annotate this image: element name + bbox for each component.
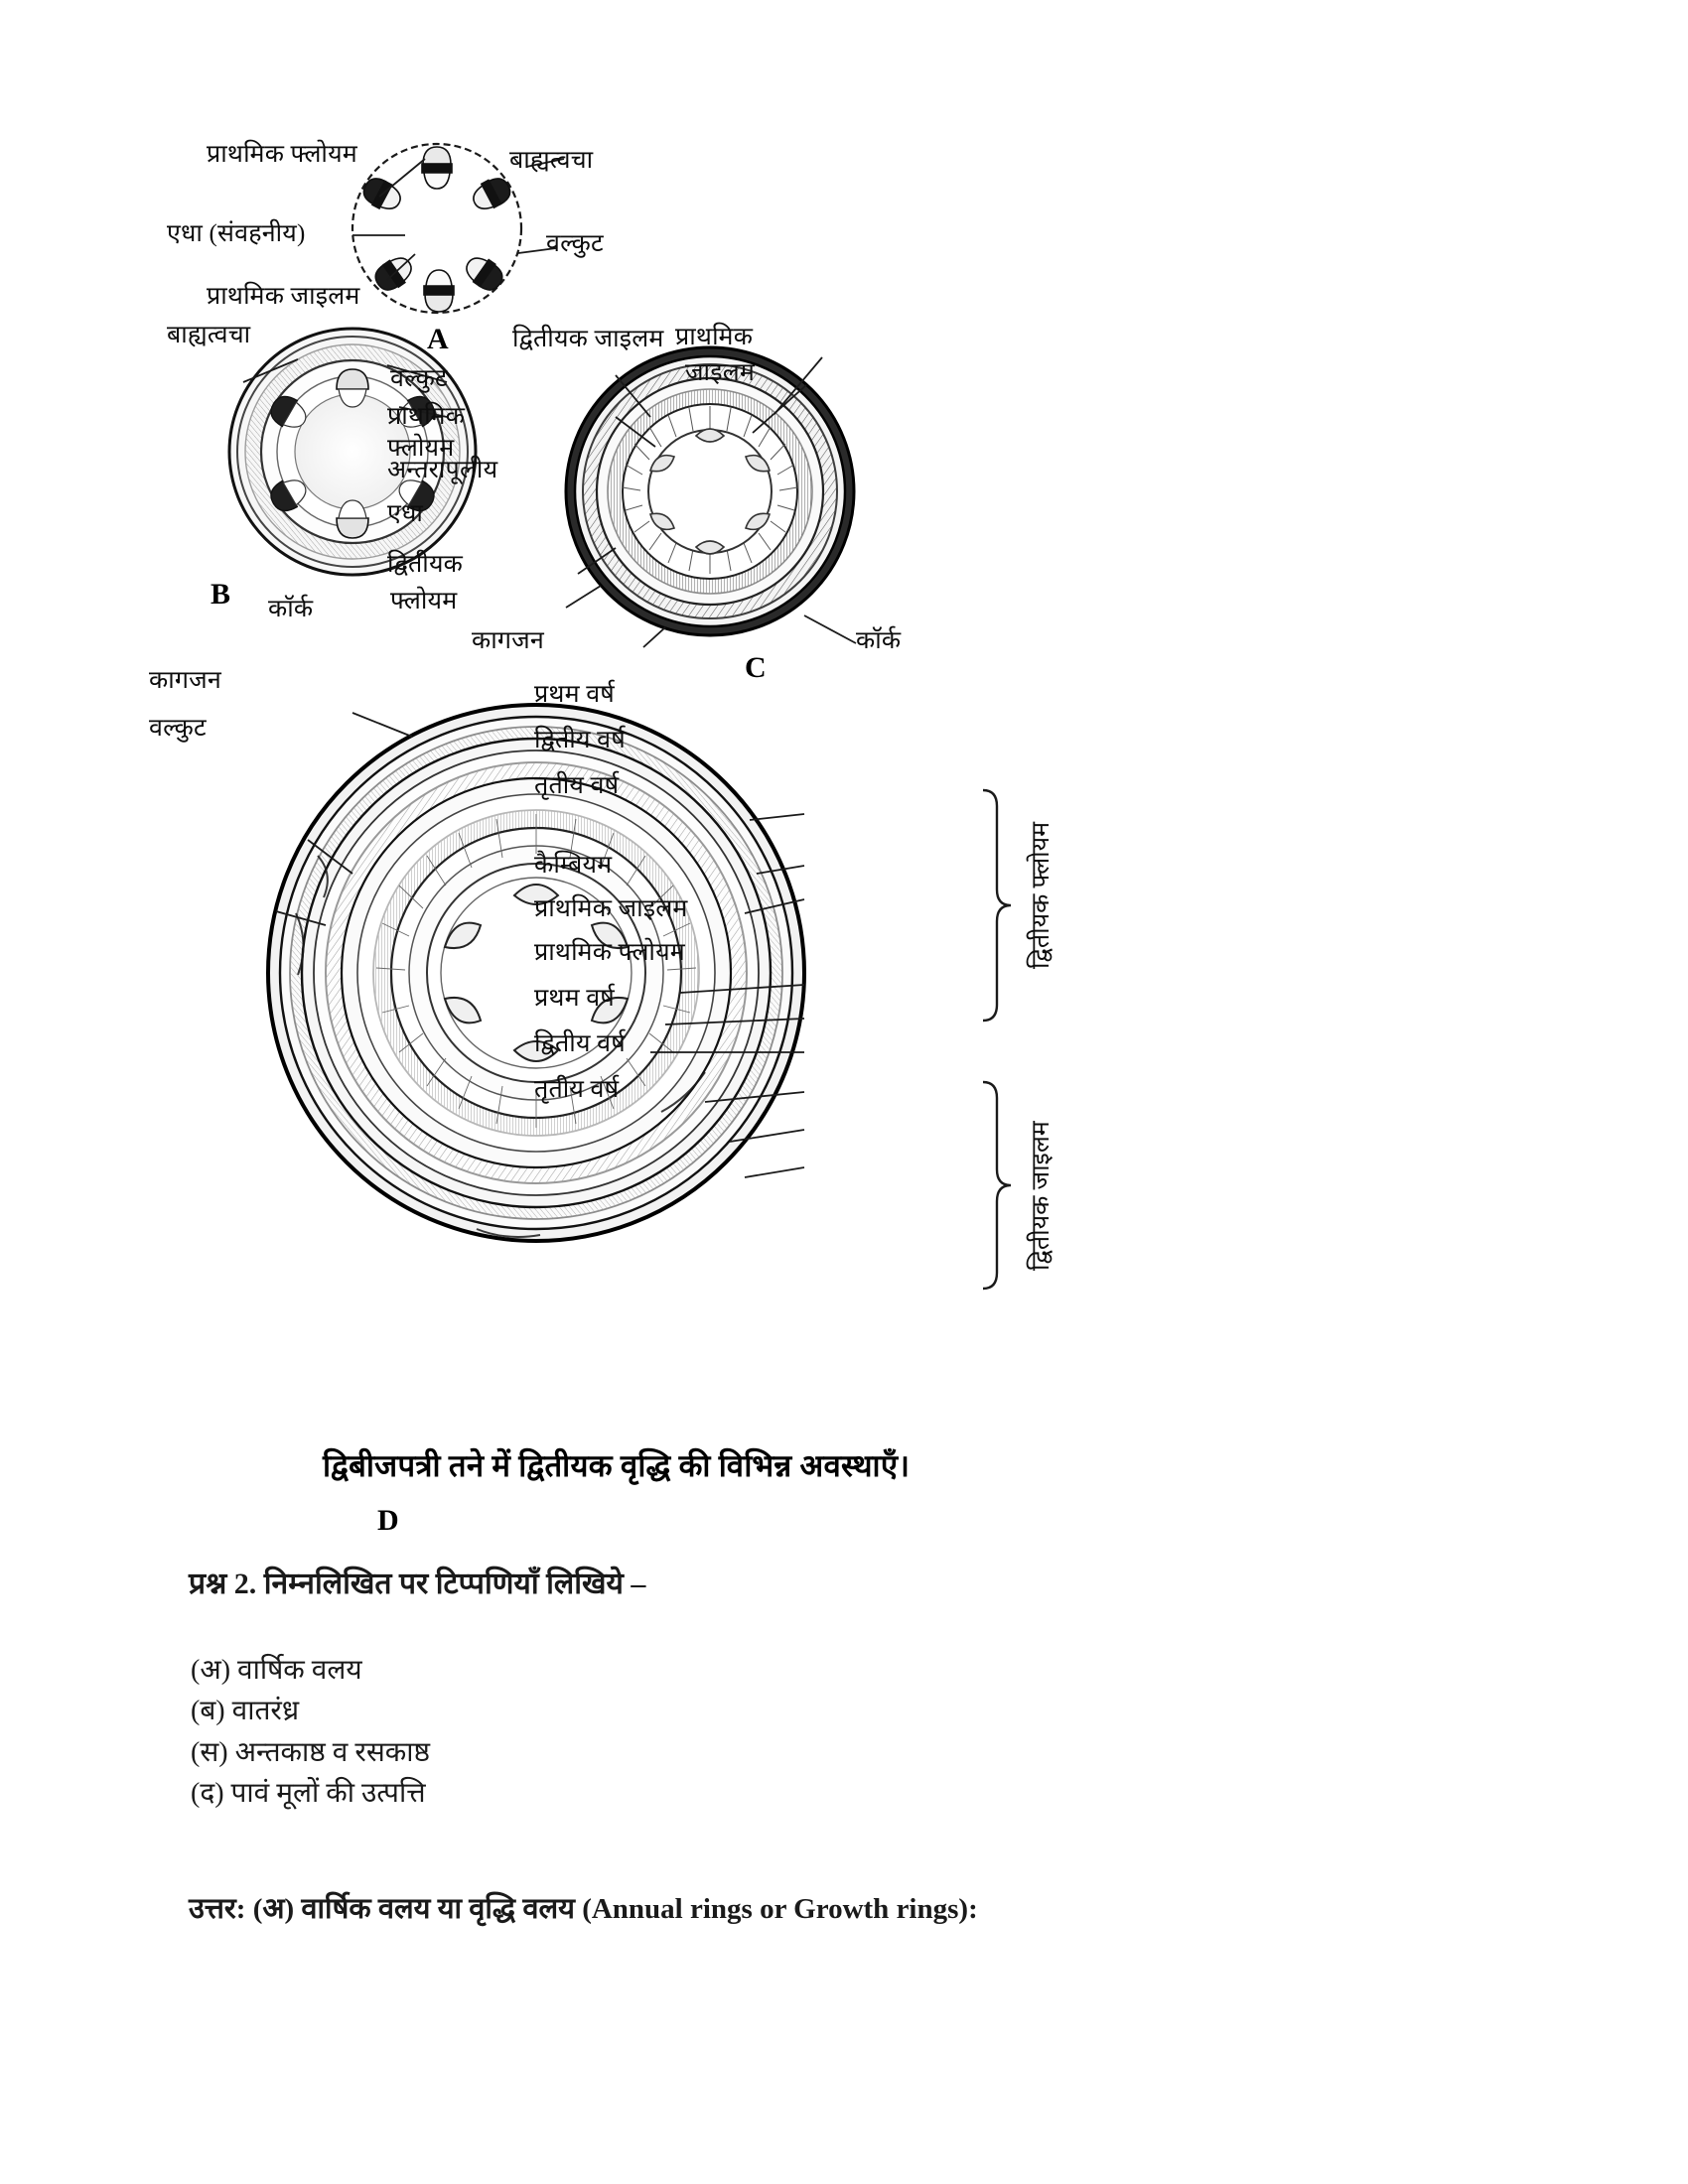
question-heading: प्रश्न 2. निम्नलिखित पर टिप्पणियाँ लिखिये – [189,1568,646,1600]
label-interfascicular-cambium-line1: अन्तरापूलीय [387,457,498,483]
label-cork-c: कॉर्क [856,627,902,654]
label-primary-phloem-b-line1: प्राथमिक [387,403,466,430]
label-primary-xylem-a: प्राथमिक जाइलम [207,283,360,310]
option-item-d: (द) पावं मूलों की उत्पत्ति [191,1778,426,1810]
label-cork-d: कॉर्क [268,596,314,622]
label-interfascicular-cambium-line2: एधा [387,500,424,527]
label-secondary-phloem-c-line2: फ्लोयम [390,588,458,614]
bracket-lines [983,790,1011,1289]
option-item-b: (ब) वातरंध्र [191,1696,300,1727]
label-secondary-xylem-c: द्वितीयक जाइलम [512,326,664,352]
label-third-year-bottom: तृतीय वर्ष [534,1076,620,1103]
label-primary-phloem-a: प्राथमिक फ्लोयम [207,141,357,168]
label-bracket-secondary-xylem: द्वितीयक जाइलम [1028,1121,1055,1271]
answer-heading: उत्तर: (अ) वार्षिक वलय या वृद्धि वलय (Annual rings or Growth rings): [189,1893,978,1925]
label-cambium-a: एधा (संवहनीय) [167,220,306,247]
label-second-year-top: द्वितीय वर्ष [534,727,626,753]
panel-id-d: D [377,1504,399,1537]
label-second-year-bottom: द्वितीय वर्ष [534,1030,626,1057]
label-bracket-secondary-phloem: द्वितीयक फ्लोयम [1028,821,1055,969]
label-primary-phloem-d: प्राथमिक फ्लोयम [534,939,685,966]
secondary-growth-figure [149,119,1271,1537]
label-first-year-top: प्रथम वर्ष [534,681,615,708]
figure-caption: द्विबीजपत्री तने में द्वितीयक वृद्धि की विभिन्न अवस्थाएँ। [323,1448,911,1483]
label-cambium-d: कैम्बियम [534,852,613,879]
label-first-year-bottom: प्रथम वर्ष [534,985,615,1012]
option-list [191,1650,430,1815]
label-epidermis-b: बाह्यत्वचा [167,322,251,348]
panel-id-c: C [745,651,767,684]
label-cortex-b: वल्कुट [390,365,448,392]
label-cortex-a: वल्कुट [546,230,604,257]
label-third-year-top: तृतीय वर्ष [534,772,620,799]
option-item-a: (अ) वार्षिक वलय [191,1655,362,1686]
label-phellogen-d: कागजन [149,667,221,694]
label-primary-phloem-b-line2: फ्लोयम [387,435,455,462]
label-primary-xylem-c-line1: प्राथमिक [675,324,754,350]
label-secondary-phloem-c-line1: द्वितीयक [387,551,464,578]
label-cortex-d: वल्कुट [149,715,207,742]
panel-c-drawing [566,347,856,647]
label-epidermis-a: बाह्यत्वचा [509,147,594,174]
option-item-c: (स) अन्तकाष्ठ व रसकाष्ठ [191,1736,430,1768]
label-primary-xylem-d: प्राथमिक जाइलम [534,895,688,922]
panel-id-b: B [211,578,231,611]
label-phellogen-c: कागजन [472,627,544,654]
label-primary-xylem-c-line2: जाइलम [685,359,756,386]
panel-id-a: A [427,323,449,355]
